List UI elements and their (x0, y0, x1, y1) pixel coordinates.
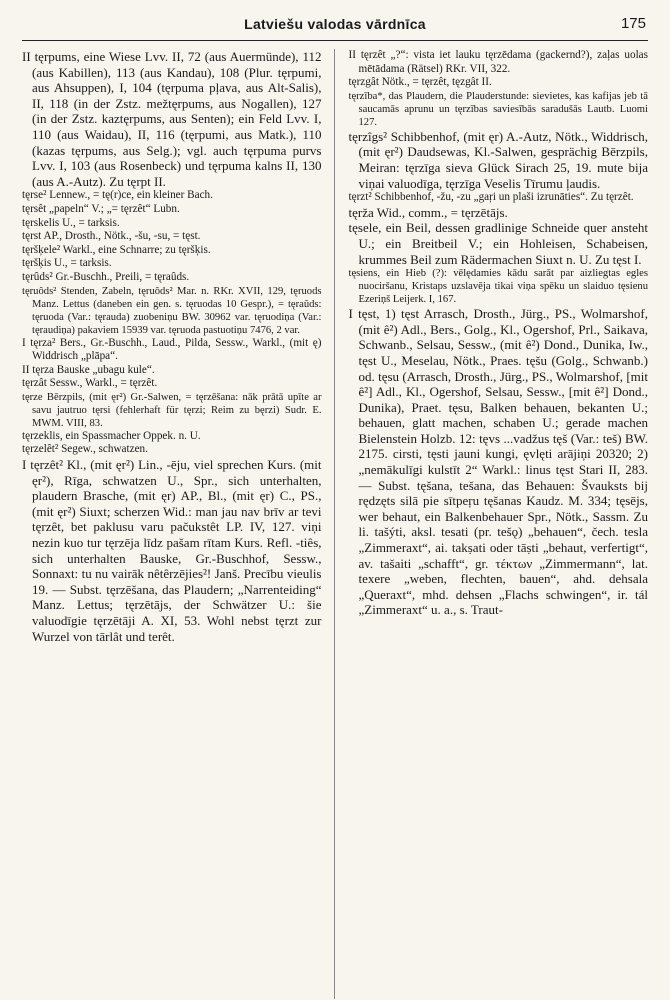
entry-terza-1: I tęrza² Bers., Gr.-Buschh., Laud., Pilda, Sessw., Warkl., (mit ę) Widdrisch „plāpa“. (22, 336, 322, 363)
page-title: Latviešu valodas vārdnīca (244, 16, 426, 32)
entry-tersêt: tęrsêt „papeln“ V.; „= tęrzêt“ Lubn. (22, 202, 180, 215)
right-column (335, 49, 649, 999)
entry-terzêt-1: I tęrzêt² Kl., (mit ęr²) Lin., -ēju, viel sprechen Kurs. (mit ęr²), Rīga, schwatzen U., Spr., sich unterhalten, plaudern Brasche, (mit ęr) AP., Bl., (mit ęr) C., PS., (mit ęr²) Siuxt; scherzen Wid.: man jau nav brīv ar tevi tęrzêt, bet paklusu varu pačukstêt LP. IV, 127. viņi nezin kuo tur tęrzēja līdz pašam rītam Kurs. Refl. -tiês, sich unterhalten Bauske, Gr.-Buschhof, Sessw., Sonnaxt: tu nu vairāk nêtêrzējies²! Janš. Precību vieulis 19. — Subst. tęrzēšana, das Plaudern; „Narrenteiding“ Manz. Lettus; tęrzētājs, der Schwätzer U.: šie valuodīgie tęrzētāji A. XI, 53. Wohl nebst tęrzt zur Wurzel von tārlât und terêt. (22, 457, 322, 644)
entry-terskele: tęršķele² Warkl., eine Schnarre; zu tęršķis. (22, 243, 211, 256)
entry-terzelêt: tęrzelêt² Segew., schwatzen. (22, 443, 148, 456)
entry-tesiens: tęsiens, ein Hieb (?): vēlędamies kādu sarāt par aizliegtas egles nuociršanu, Kristaps uzslavēja tikai viņa spēku un slaiduo tęsienu Ezeriņš Leijerk. I, 167. (348, 268, 648, 306)
entry-terse: tęrse² Lennew., = tę(r)ce, ein kleiner Bach. (22, 189, 213, 202)
entry-terza-2: II tęrza Bauske „ubagu kule“. (22, 363, 155, 376)
entry-terzt: tęrzt² Schibbenhof, -žu, -zu „gaŗi un plaši izrunāties“. Zu tęrzêt. (348, 191, 634, 204)
entry-terst: tęrst AP., Drosth., Nötk., -šu, -su, = tęst. (22, 230, 201, 243)
page-number: 175 (620, 15, 646, 32)
entry-terziba: tęrzība*, das Plaudern, die Plauderstunde: sievietes, kas kafijas jeb tā saucamās aprunu un tęrzības saviesībās saradušās Lautb. Luomi 127. (348, 90, 648, 128)
entry-tesele: tęsele, ein Beil, dessen gradlinige Schneide quer ansteht U.; ein Breitbeil V.; ein Hohleisen, Schabeisen, krummes Beil zum Rädermachen Siuxt n. U. Zu tęst I. (348, 220, 648, 267)
entry-terzât: tęrzât Sessw., Warkl., = tęrzêt. (22, 377, 158, 390)
entry-teruods: tęruôds² Stenden, Zabeln, tęruôds² Mar. n. RKr. XVII, 129, tęruods Manz. Lettus (daneben ein gen. s. tęruodas 10 Gespr.), = tęraûds: tęruoda (Var.: tęrauda) zuobeniņu BW. 30962 var. tęruodiņa (Var.: tęraudiņa) pakaviem 15939 var. tęruoda pastuotiņu 7476, 2 var. (22, 285, 322, 336)
entry-terskelis: tęrskelis U., = tarksis. (22, 216, 120, 229)
entry-terzgât: tęrzgât Nötk., = tęrzêt, tęzgât II. (348, 76, 492, 89)
two-column-body (22, 49, 648, 999)
left-column (22, 49, 335, 999)
entry-terûds: tęrûds² Gr.-Buschh., Preili, = tęraûds. (22, 270, 190, 283)
entry-terzêt-2: II tęrzêt „?“: vista iet lauku tęrzēdama (gackernd?), zaļas uolas mētādama (Rätsel) RKr. VII, 322. (348, 49, 648, 75)
entry-terzeklis: tęrzeklis, ein Spassmacher Oppek. n. U. (22, 429, 201, 442)
page-header (22, 14, 648, 41)
entry-terza: tęrža Wid., comm., = tęrzētājs. (348, 204, 508, 220)
entry-terpums: II tęrpums, eine Wiese Lvv. II, 72 (aus Auermünde), 112 (aus Kabillen), 113 (aus Kandau), 108 (Plur. tęrpumi, aus Ahsuppen), I, 104 (tęrpuma pļava, aus Alt-Salis), II, 118 (in der Zstz. mežtęrpums, aus Nogallen), 127 (in der Zstz. kaztęrpums, aus Senten); ein Feld Lvv. I, 110 (aus Waidau), II, 116 (tęrpumi, aus Matk.), 110 (kazas tęrpums, aus Selg.); vgl. auch tęrpuma purvs Lvv. I, 103 (aus Rosenbeck) und tęrpuma kalns II, 130 (aus A.-Autz). Zu tęrpt II. (22, 49, 322, 189)
entry-terzigs: tęrzîgs² Schibbenhof, (mit ęr) A.-Autz, Nötk., Widdrisch, (mit ęr²) Daudsewas, Kl.-Salwen, gesprächig Bērzpils, Meiran: tęrzīga sieva Glück Sirach 25, 19. mute bija viņai valuodīga, tęrzīga Veselis Tīrumu ļaudis. (348, 128, 648, 191)
entry-terze: tęrze Bērzpils, (mit ęr²) Gr.-Salwen, = tęrzēšana: nāk prātā upīte ar savu jautruo tęrsi (fehlerhaft für tęrzi; Reim zu bęrzi) Sudr. E. MWM. VIII, 83. (22, 391, 322, 429)
entry-test-1: I tęst, 1) tęst Arrasch, Drosth., Jürg., PS., Wolmarshof, (mit ê²) Adl., Bers., Golg., Kl., Ogershof, Prl., Saikava, Schwanb., Selsau, Sessw., (mit ê²) Dond., Dunika, Iw., tęst U., Meselau, Nötk., Praes. tęšu (Golg., Schwanb.) od. tęsu (Arrasch, Drosth., Jürg., PS., Wolmarshof, [mit ê²] Adl., Kl., Ogershof, Selsau, Sessw., [mit ê²] Dond., Dunika), Praet. tęsu, Balken behauen, bekanten U.; behauen, glatt machen, schaben U.; gerade machen Bielenstein Holzb. 12: tęvs ...vadžus tęš (Var.: teš) BW. 2175. cirsti, tęsti jauni kungi, ęvlęti arājiņi 20320; 2) „nemākulīgi kulstīt 2“ Warkl.: linus tęst Stari II, 283. — Subst. tęšana, tešana, das Behauen: Švauksts bij rędzęts silā pie sītpeŗu tęšanas Kaudz. M. 334; tęsējs, wer behaut, ein Balkenbehauer Spr., Nötk., Sassm. Zu li. tašýti, aksl. tesati (pr. tešǫ) „behauen“, čech. tesla „Zimmeraxt“, ai. takṣati oder tāṣti „behaut, verfertigt“, av. tašaiti „schafft“, gr. τέκτων „Zimmermann“, lat. texere „weben, flechten, bauen“, ahd. dehsala „Queraxt“, mhd. dehsen „Flachs schwingen“, ir. tál „Zimmeraxt“ u. a., s. Traut- (348, 306, 648, 618)
entry-terskis: tęršķis U., = tarksis. (22, 257, 112, 270)
